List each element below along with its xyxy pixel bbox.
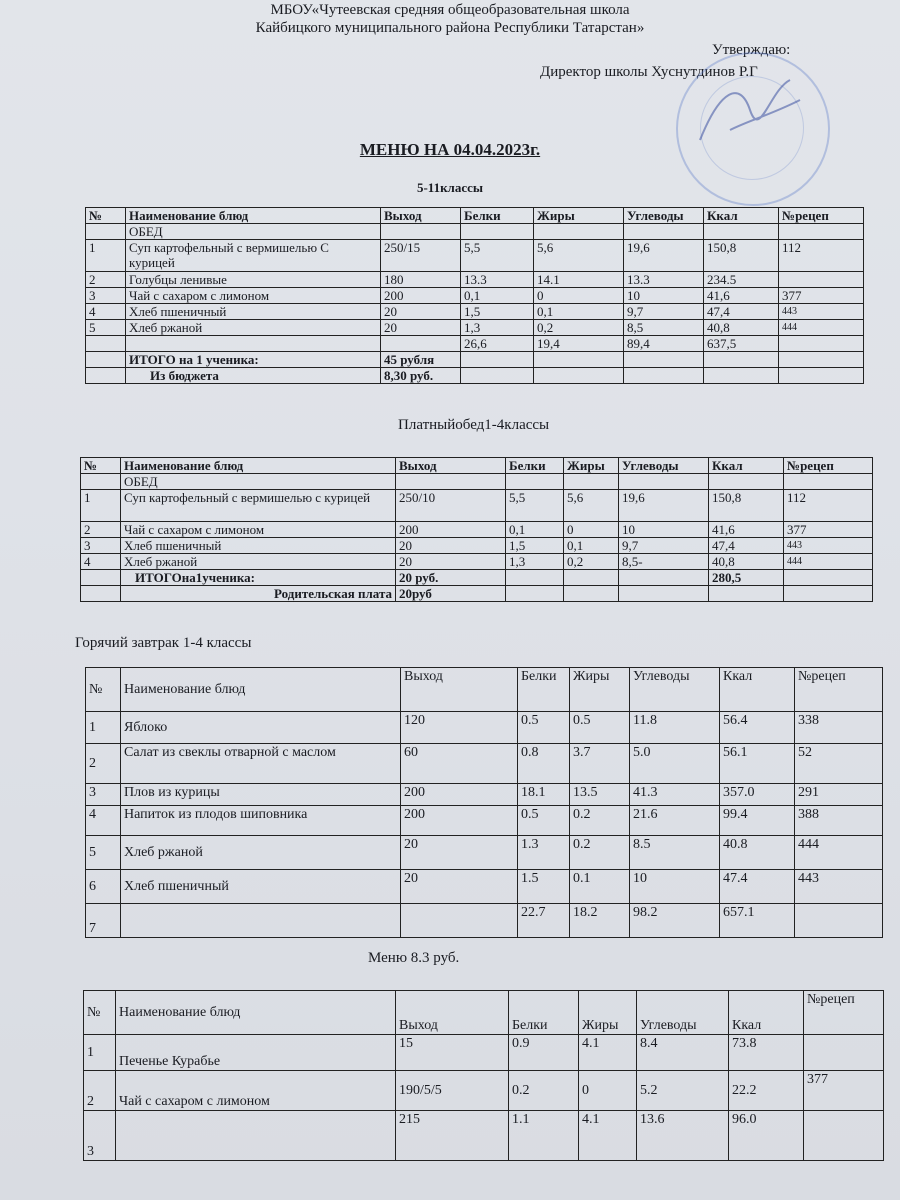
table-header-row: № Наименование блюд Выход Белки Жиры Углеводы Ккал №рецеп <box>84 991 884 1035</box>
table-row: 1 Яблоко 120 0.5 0.5 11.8 56.4 338 <box>86 712 883 744</box>
section2-heading: Платныйобед1-4классы <box>398 417 550 433</box>
table-row: 2 Салат из свеклы отварной с маслом 60 0.8 3.7 5.0 56.1 52 <box>86 744 883 784</box>
itogo-row: ИТОГО на 1 ученика: 45 рубля <box>86 352 864 368</box>
paid-lunch-table-1-4 <box>80 457 873 602</box>
table-row: 5 Хлеб ржаной 20 1.3 0.2 8.5 40.8 444 <box>86 836 883 870</box>
table-row: 1 Печенье Курабье 15 0.9 4.1 8.4 73.8 <box>84 1035 884 1071</box>
table-row: 3 Чай с сахаром с лимоном 200 0,1 0 10 41,6 377 <box>86 288 864 304</box>
totals-row: 26,6 19,4 89,4 637,5 <box>86 336 864 352</box>
budget-row: Из бюджета 8,30 руб. <box>86 368 864 384</box>
parent-fee-row: Родительская плата 20руб <box>81 586 873 602</box>
page-title: МЕНЮ НА 04.04.2023г. <box>359 140 541 159</box>
approve-label: Утверждаю: <box>712 42 791 58</box>
meal-row: ОБЕД <box>86 224 864 240</box>
totals-row: 7 22.7 18.2 98.2 657.1 <box>86 904 883 938</box>
table-row: 2 Голубцы ленивые 180 13.3 14.1 13.3 234.5 <box>86 272 864 288</box>
table-row: 2 Чай с сахаром с лимоном 200 0,1 0 10 41,6 377 <box>81 522 873 538</box>
org-name-line1: МБОУ«Чутеевская средняя общеобразовательная школа <box>270 2 630 18</box>
itogo-row: ИТОГОна1ученика: 20 руб. 280,5 <box>81 570 873 586</box>
table-row: 5 Хлеб ржаной 20 1,3 0,2 8,5 40,8 444 <box>86 320 864 336</box>
table-header-row: № Наименование блюд Выход Белки Жиры Углеводы Ккал №рецеп <box>81 458 873 474</box>
table-row: 3 215 1.1 4.1 13.6 96.0 <box>84 1111 884 1161</box>
director-line: Директор школы Хуснутдинов Р.Г <box>540 64 758 80</box>
table-row: 1 Суп картофельный с вермишелью С курицей 250/15 5,5 5,6 19,6 150,8 112 <box>86 240 864 272</box>
table-row: 3 Хлеб пшеничный 20 1,5 0,1 9,7 47,4 443 <box>81 538 873 554</box>
table-row: 4 Хлеб пшеничный 20 1,5 0,1 9,7 47,4 443 <box>86 304 864 320</box>
table-row: 3 Плов из курицы 200 18.1 13.5 41.3 357.0 291 <box>86 784 883 806</box>
table-row: 2 Чай с сахаром с лимоном 190/5/5 0.2 0 5.2 22.2 377 <box>84 1071 884 1111</box>
table-row: 1 Суп картофельный с вермишелью с курицей 250/10 5,5 5,6 19,6 150,8 112 <box>81 490 873 522</box>
table-header-row: № Наименование блюд Выход Белки Жиры Углеводы Ккал №рецеп <box>86 208 864 224</box>
breakfast-table-1-4 <box>85 667 883 938</box>
table-row: 4 Хлеб ржаной 20 1,3 0,2 8,5- 40,8 444 <box>81 554 873 570</box>
section3-heading: Горячий завтрак 1-4 классы <box>75 635 252 651</box>
menu-8-3-table <box>83 990 884 1161</box>
meal-row: ОБЕД <box>81 474 873 490</box>
section1-heading: 5-11классы <box>416 180 484 195</box>
table-row: 4 Напиток из плодов шиповника 200 0.5 0.2 21.6 99.4 388 <box>86 806 883 836</box>
table-header-row: № Наименование блюд Выход Белки Жиры Углеводы Ккал №рецеп <box>86 668 883 712</box>
lunch-table-5-11 <box>85 207 864 384</box>
table-row: 6 Хлеб пшеничный 20 1.5 0.1 10 47.4 443 <box>86 870 883 904</box>
section4-heading: Меню 8.3 руб. <box>368 950 460 966</box>
org-name-line2: Кайбицкого муниципального района Республики Татарстан» <box>255 20 645 36</box>
